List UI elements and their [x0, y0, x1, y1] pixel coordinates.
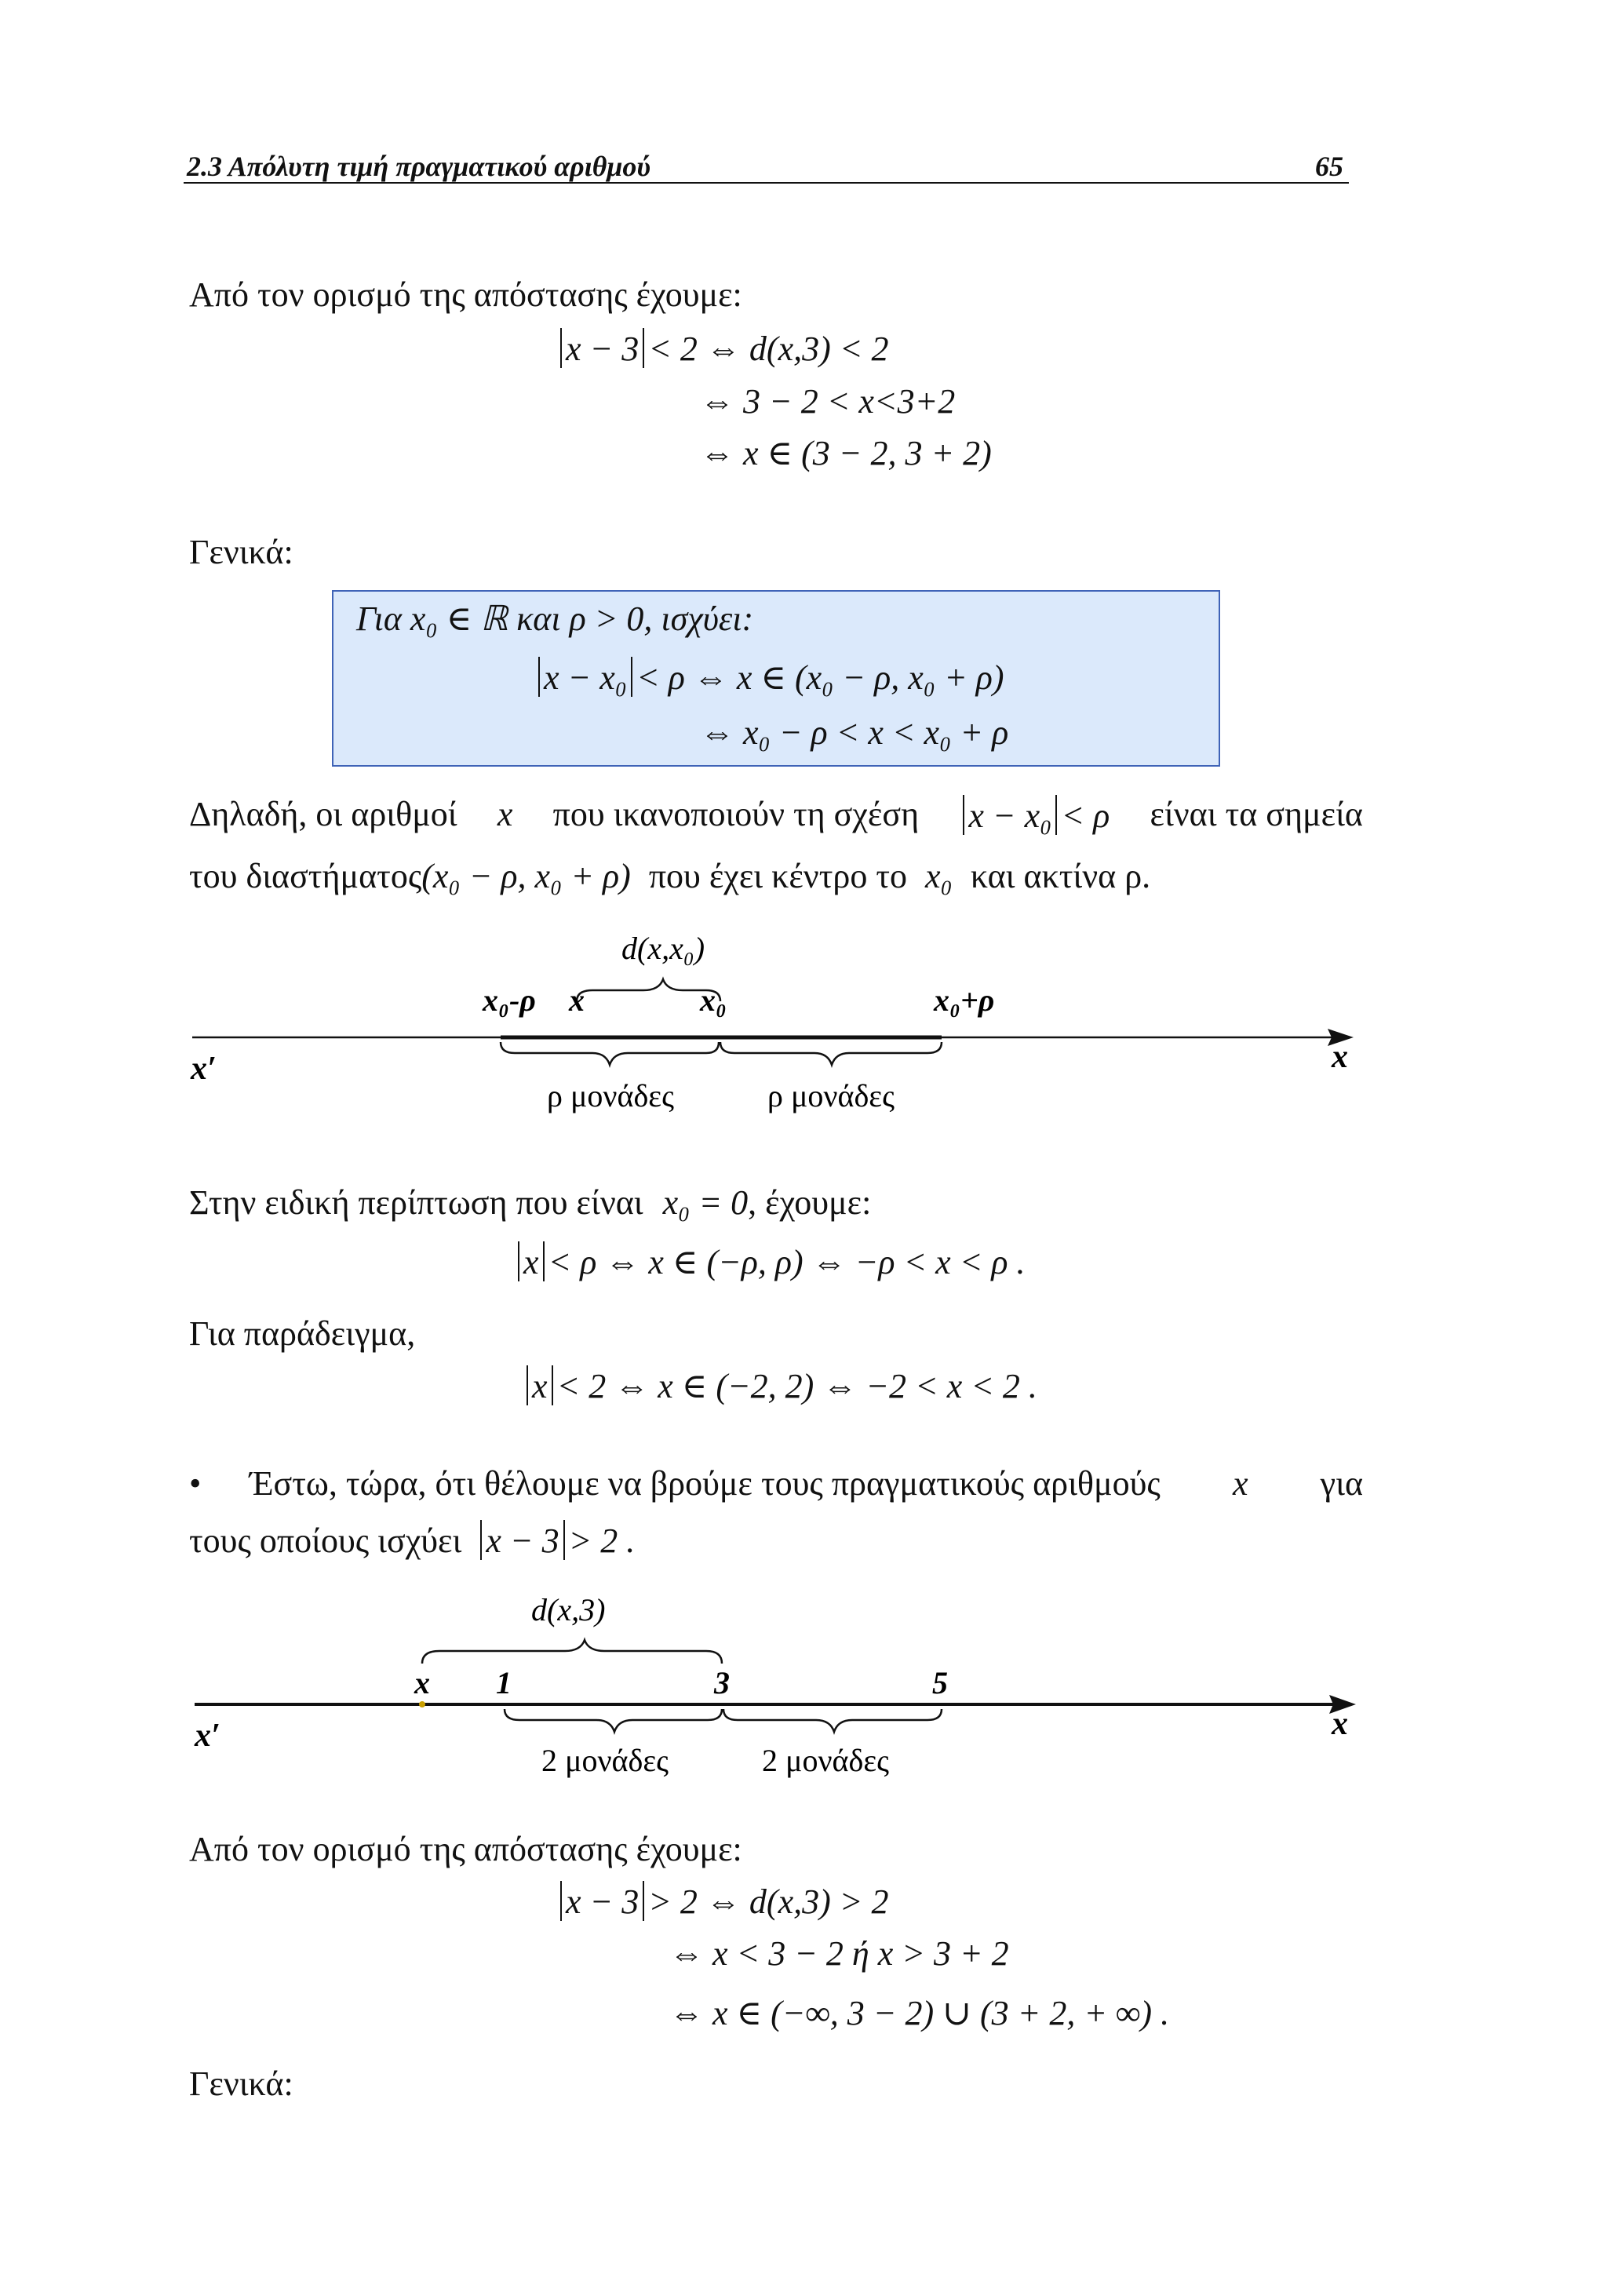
paragraph-line-1-a: Δηλαδή, οι αριθμοί: [189, 795, 457, 834]
diagram1-center-label: x₀: [700, 982, 727, 1018]
diagram2-axis-left: x′: [195, 1718, 220, 1754]
special-case-line: [189, 1183, 872, 1222]
special-case-equivalence: [514, 1241, 1026, 1281]
diagram1-x-label: x: [569, 982, 585, 1018]
diagram2-x-label: x: [414, 1665, 430, 1700]
special-case-equation: x₀ = 0: [662, 1183, 749, 1222]
equation-1a-abs: x − 3: [566, 329, 640, 368]
diagram2-p3-label: 3: [714, 1665, 730, 1700]
bullet-line-1: [250, 1464, 1363, 1503]
paragraph-line-1-c: είναι τα σημεία: [1150, 795, 1363, 834]
diagram1-axis-left: x′: [191, 1051, 217, 1087]
bullet-line-2: [189, 1520, 635, 1560]
paragraph-line-2: [189, 859, 1150, 894]
box-line-1: Για x₀ ∈ ℝ και ρ > 0, ισχύει:: [356, 600, 754, 638]
box-line-2-abs: x − x₀: [544, 658, 628, 697]
diagram2-brace-label: d(x,3): [531, 1592, 606, 1627]
paragraph-line-2-a: του διαστήματος: [189, 857, 422, 895]
diagram1-left-label: x₀-ρ: [483, 982, 536, 1018]
diagram2-left-brace: [505, 1709, 722, 1732]
bullet-marker: •: [189, 1464, 202, 1503]
diagram1-right-label: x₀+ρ: [934, 982, 995, 1018]
example-rest: < 2 ⇔ x ∈ (−2, 2) ⇔ −2 < x < 2 .: [556, 1366, 1037, 1405]
diagram2-axis-right: x: [1332, 1706, 1348, 1742]
special-case-end: , έχουμε:: [748, 1183, 872, 1222]
equation-2b: ⇔ x < 3 − 2 ή x > 3 + 2: [669, 1934, 1009, 1973]
diagram2-p1-label: 1: [496, 1665, 512, 1700]
bullet-text-a: Έστω, τώρα, ότι θέλουμε να βρούμε τους πραγματικούς αριθμούς: [250, 1464, 1161, 1503]
header-rule: [184, 182, 1349, 184]
equation-2a: [556, 1881, 888, 1921]
paragraph-line-1-relation: [959, 795, 1110, 835]
page-number: 65: [1315, 151, 1343, 182]
number-line-diagram-1: [157, 918, 1381, 1130]
example-equivalence: [523, 1365, 1037, 1405]
definition-intro-2: Από τον ορισμό της απόστασης έχουμε:: [189, 1830, 742, 1868]
diagram1-top-brace: [577, 979, 720, 1001]
bullet-abs: x − 3: [486, 1521, 559, 1560]
paragraph-line-2-interval: (x₀ − ρ, x₀ + ρ): [421, 857, 631, 895]
box-line-2-rest: < ρ ⇔ x ∈ (x₀ − ρ, x₀ + ρ): [636, 658, 1004, 697]
example-label: Για παράδειγμα,: [189, 1314, 416, 1353]
diagram2-under-right: 2 μονάδες: [762, 1743, 889, 1778]
number-line-diagram-2: [157, 1577, 1381, 1805]
bullet-line-2-relation: [476, 1522, 635, 1560]
paragraph-line-1: [189, 795, 1363, 835]
equation-1c: ⇔ x ∈ (3 − 2, 3 + 2): [700, 434, 992, 472]
relation-abs: x − x₀: [968, 796, 1052, 835]
definition-intro: Από τον ορισμό της απόστασης έχουμε:: [189, 275, 742, 314]
diagram2-right-brace: [723, 1709, 942, 1732]
paragraph-line-2-c: και ακτίνα ρ.: [970, 857, 1151, 895]
equation-1b: ⇔ 3 − 2 < x<3+2: [700, 382, 956, 421]
equation-2c: ⇔ x ∈ (−∞, 3 − 2) ∪ (3 + 2, + ∞) .: [669, 1994, 1170, 2032]
bullet-rest: > 2 .: [568, 1521, 636, 1560]
example-abs: x: [532, 1366, 548, 1405]
box-line-2: [534, 657, 1004, 697]
paragraph-line-2-b: που έχει κέντρο το: [648, 857, 908, 895]
bullet-x: x: [1232, 1464, 1248, 1503]
equation-1a: [556, 328, 888, 368]
paragraph-line-2-x0: x₀: [925, 857, 953, 895]
special-case-text: Στην ειδική περίπτωση που είναι: [189, 1183, 643, 1222]
diagram2-p5-label: 5: [932, 1665, 948, 1700]
special-abs: x: [523, 1242, 539, 1281]
general-label-1: Γενικά:: [189, 533, 293, 571]
equation-2a-abs: x − 3: [566, 1882, 640, 1921]
diagram2-x-point: [419, 1701, 425, 1707]
box-line-3: ⇔ x₀ − ρ < x < x₀ + ρ: [700, 713, 1009, 752]
equation-1a-rest: < 2 ⇔ d(x,3) < 2: [648, 329, 889, 368]
relation-rest: < ρ: [1061, 796, 1110, 835]
diagram2-under-left: 2 μονάδες: [541, 1743, 669, 1778]
bullet-text-b: για: [1320, 1464, 1363, 1503]
diagram1-right-brace: [720, 1042, 942, 1065]
diagram1-under-right: ρ μονάδες: [767, 1078, 895, 1113]
diagram2-top-brace: [422, 1640, 722, 1664]
equation-2a-rest: > 2 ⇔ d(x,3) > 2: [648, 1882, 889, 1921]
special-rest: < ρ ⇔ x ∈ (−ρ, ρ) ⇔ −ρ < x < ρ .: [548, 1242, 1026, 1281]
general-label-2: Γενικά:: [189, 2065, 293, 2103]
diagram1-under-left: ρ μονάδες: [547, 1078, 674, 1113]
diagram1-axis-right: x: [1332, 1039, 1348, 1075]
diagram1-brace-label: d(x,x₀): [621, 931, 705, 966]
running-header-section: 2.3 Απόλυτη τιμή πραγματικού αριθμού: [187, 151, 651, 182]
paragraph-line-1-x: x: [497, 795, 513, 834]
bullet-line-2-a: τους οποίους ισχύει: [189, 1521, 462, 1560]
paragraph-line-1-b: που ικανοποιούν τη σχέση: [552, 795, 920, 834]
diagram1-left-brace: [501, 1042, 719, 1065]
